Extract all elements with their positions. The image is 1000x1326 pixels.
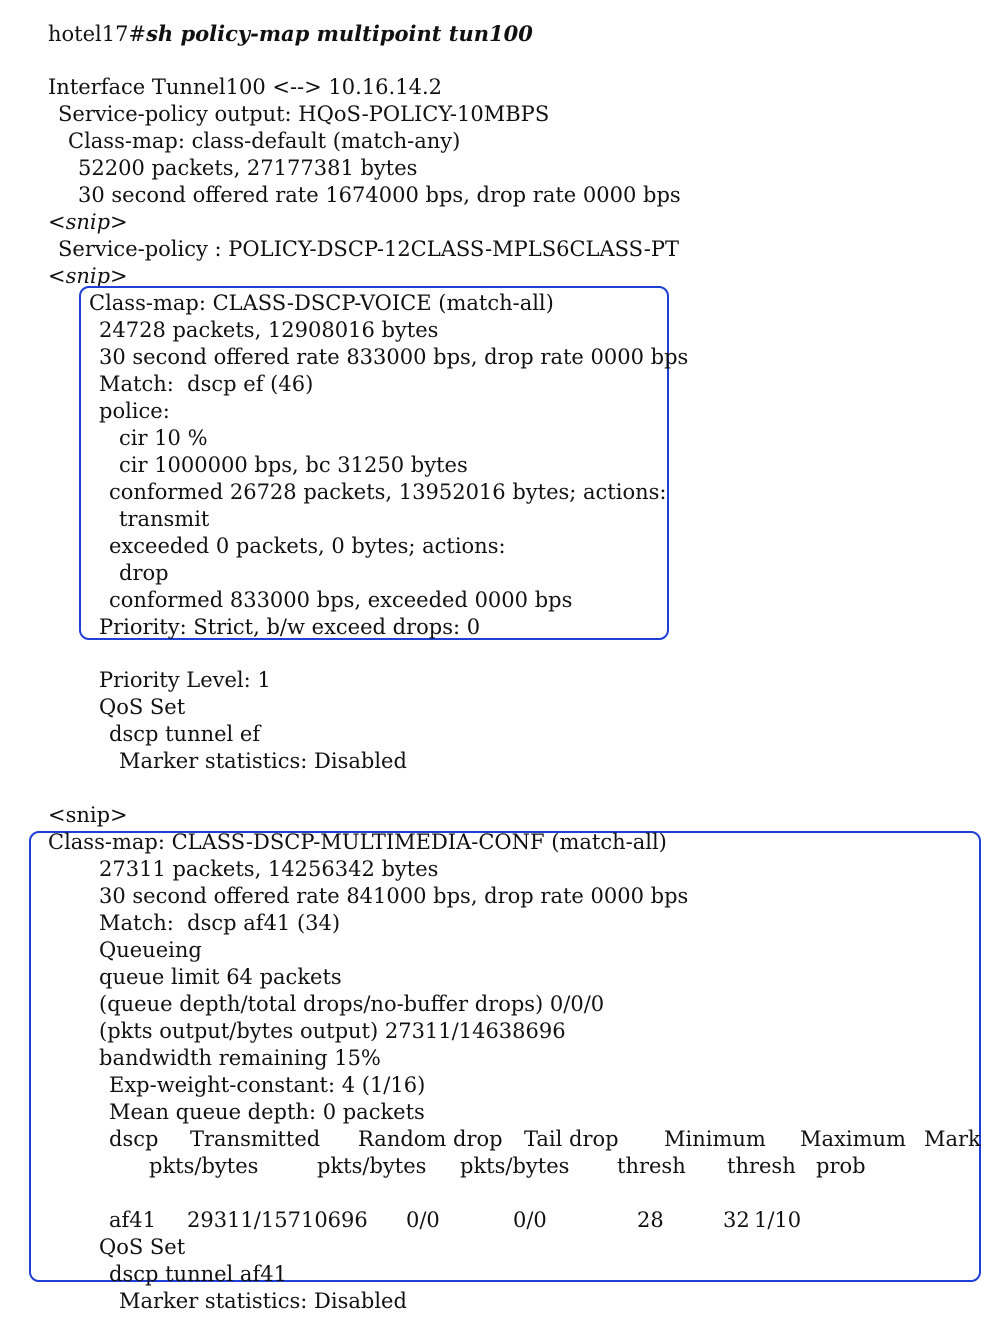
table-header-cell: Minimum xyxy=(664,1127,766,1151)
cli-prompt: hotel17# xyxy=(48,22,147,46)
voice-cir-bps-line: cir 1000000 bps, bc 31250 bytes xyxy=(119,453,468,477)
multimedia-mean-queue-line: Mean queue depth: 0 packets xyxy=(109,1100,425,1124)
multimedia-qos-set-line: QoS Set xyxy=(99,1235,186,1259)
table-row-cell: 1/10 xyxy=(754,1208,802,1232)
voice-cir-pct-line: cir 10 % xyxy=(119,426,208,450)
voice-match-line: Match: dscp ef (46) xyxy=(99,372,314,396)
table-row-cell: 0/0 xyxy=(406,1208,440,1232)
voice-conformed-line: conformed 26728 packets, 13952016 bytes; actions: xyxy=(109,480,667,504)
class-default-packets-line: 52200 packets, 27177381 bytes xyxy=(78,156,418,180)
table-header-cell: Maximum xyxy=(800,1127,906,1151)
table-subheader-cell: thresh xyxy=(727,1154,796,1178)
table-row-cell: 0/0 xyxy=(513,1208,547,1232)
multimedia-queueing-line: Queueing xyxy=(99,938,202,962)
multimedia-match-line: Match: dscp af41 (34) xyxy=(99,911,341,935)
table-row-cell: 28 xyxy=(637,1208,664,1232)
voice-priority-level-line: Priority Level: 1 xyxy=(99,668,271,692)
multimedia-exp-weight-line: Exp-weight-constant: 4 (1/16) xyxy=(109,1073,426,1097)
table-row-cell: 29311/15710696 xyxy=(187,1208,368,1232)
interface-line: Interface Tunnel100 <--> 10.16.14.2 xyxy=(48,75,442,99)
table-subheader-cell: thresh xyxy=(617,1154,686,1178)
voice-class-map-line: Class-map: CLASS-DSCP-VOICE (match-all) xyxy=(89,291,554,315)
multimedia-class-map-line: Class-map: CLASS-DSCP-MULTIMEDIA-CONF (match-all) xyxy=(48,830,667,854)
voice-exceeded-line: exceeded 0 packets, 0 bytes; actions: xyxy=(109,534,506,558)
table-header-cell: Tail drop xyxy=(524,1127,619,1151)
voice-drop-line: drop xyxy=(119,561,169,585)
multimedia-dscp-tunnel-line: dscp tunnel af41 xyxy=(109,1262,287,1286)
snip-marker: <snip> xyxy=(48,803,128,827)
service-policy-line: Service-policy : POLICY-DSCP-12CLASS-MPLS6CLASS-PT xyxy=(58,237,680,261)
class-default-line: Class-map: class-default (match-any) xyxy=(68,129,461,153)
cli-command: sh policy-map multipoint tun100 xyxy=(146,21,533,46)
service-policy-output-line: Service-policy output: HQoS-POLICY-10MBPS xyxy=(58,102,550,126)
voice-conformed-rate-line: conformed 833000 bps, exceeded 0000 bps xyxy=(109,588,573,612)
table-header-cell: Random drop xyxy=(358,1127,503,1151)
voice-marker-line: Marker statistics: Disabled xyxy=(119,749,407,773)
multimedia-pkts-output-line: (pkts output/bytes output) 27311/14638696 xyxy=(99,1019,566,1043)
multimedia-rate-line: 30 second offered rate 841000 bps, drop rate 0000 bps xyxy=(99,884,689,908)
multimedia-queue-depth-line: (queue depth/total drops/no-buffer drops) 0/0/0 xyxy=(99,992,605,1016)
snip-marker: <snip> xyxy=(48,264,128,288)
multimedia-marker-line: Marker statistics: Disabled xyxy=(119,1289,407,1313)
table-subheader-cell: pkts/bytes xyxy=(317,1154,427,1178)
command-line xyxy=(48,20,533,47)
multimedia-packets-line: 27311 packets, 14256342 bytes xyxy=(99,857,439,881)
snip-marker: <snip> xyxy=(48,210,128,234)
voice-transmit-line: transmit xyxy=(119,507,210,531)
table-row-cell: af41 xyxy=(109,1208,157,1232)
voice-police-line: police: xyxy=(99,399,170,423)
table-header-cell: Transmitted xyxy=(190,1127,321,1151)
table-header-cell: Mark xyxy=(924,1127,981,1151)
multimedia-queue-limit-line: queue limit 64 packets xyxy=(99,965,342,989)
class-default-rate-line: 30 second offered rate 1674000 bps, drop rate 0000 bps xyxy=(78,183,681,207)
voice-dscp-tunnel-line: dscp tunnel ef xyxy=(109,722,261,746)
table-row-cell: 32 xyxy=(723,1208,750,1232)
voice-packets-line: 24728 packets, 12908016 bytes xyxy=(99,318,439,342)
voice-qos-set-line: QoS Set xyxy=(99,695,186,719)
voice-rate-line: 30 second offered rate 833000 bps, drop rate 0000 bps xyxy=(99,345,689,369)
table-subheader-cell: pkts/bytes xyxy=(149,1154,259,1178)
table-header-cell: dscp xyxy=(109,1127,159,1151)
voice-priority-line: Priority: Strict, b/w exceed drops: 0 xyxy=(99,615,481,639)
table-subheader-cell: prob xyxy=(816,1154,866,1178)
table-subheader-cell: pkts/bytes xyxy=(460,1154,570,1178)
multimedia-bandwidth-line: bandwidth remaining 15% xyxy=(99,1046,381,1070)
